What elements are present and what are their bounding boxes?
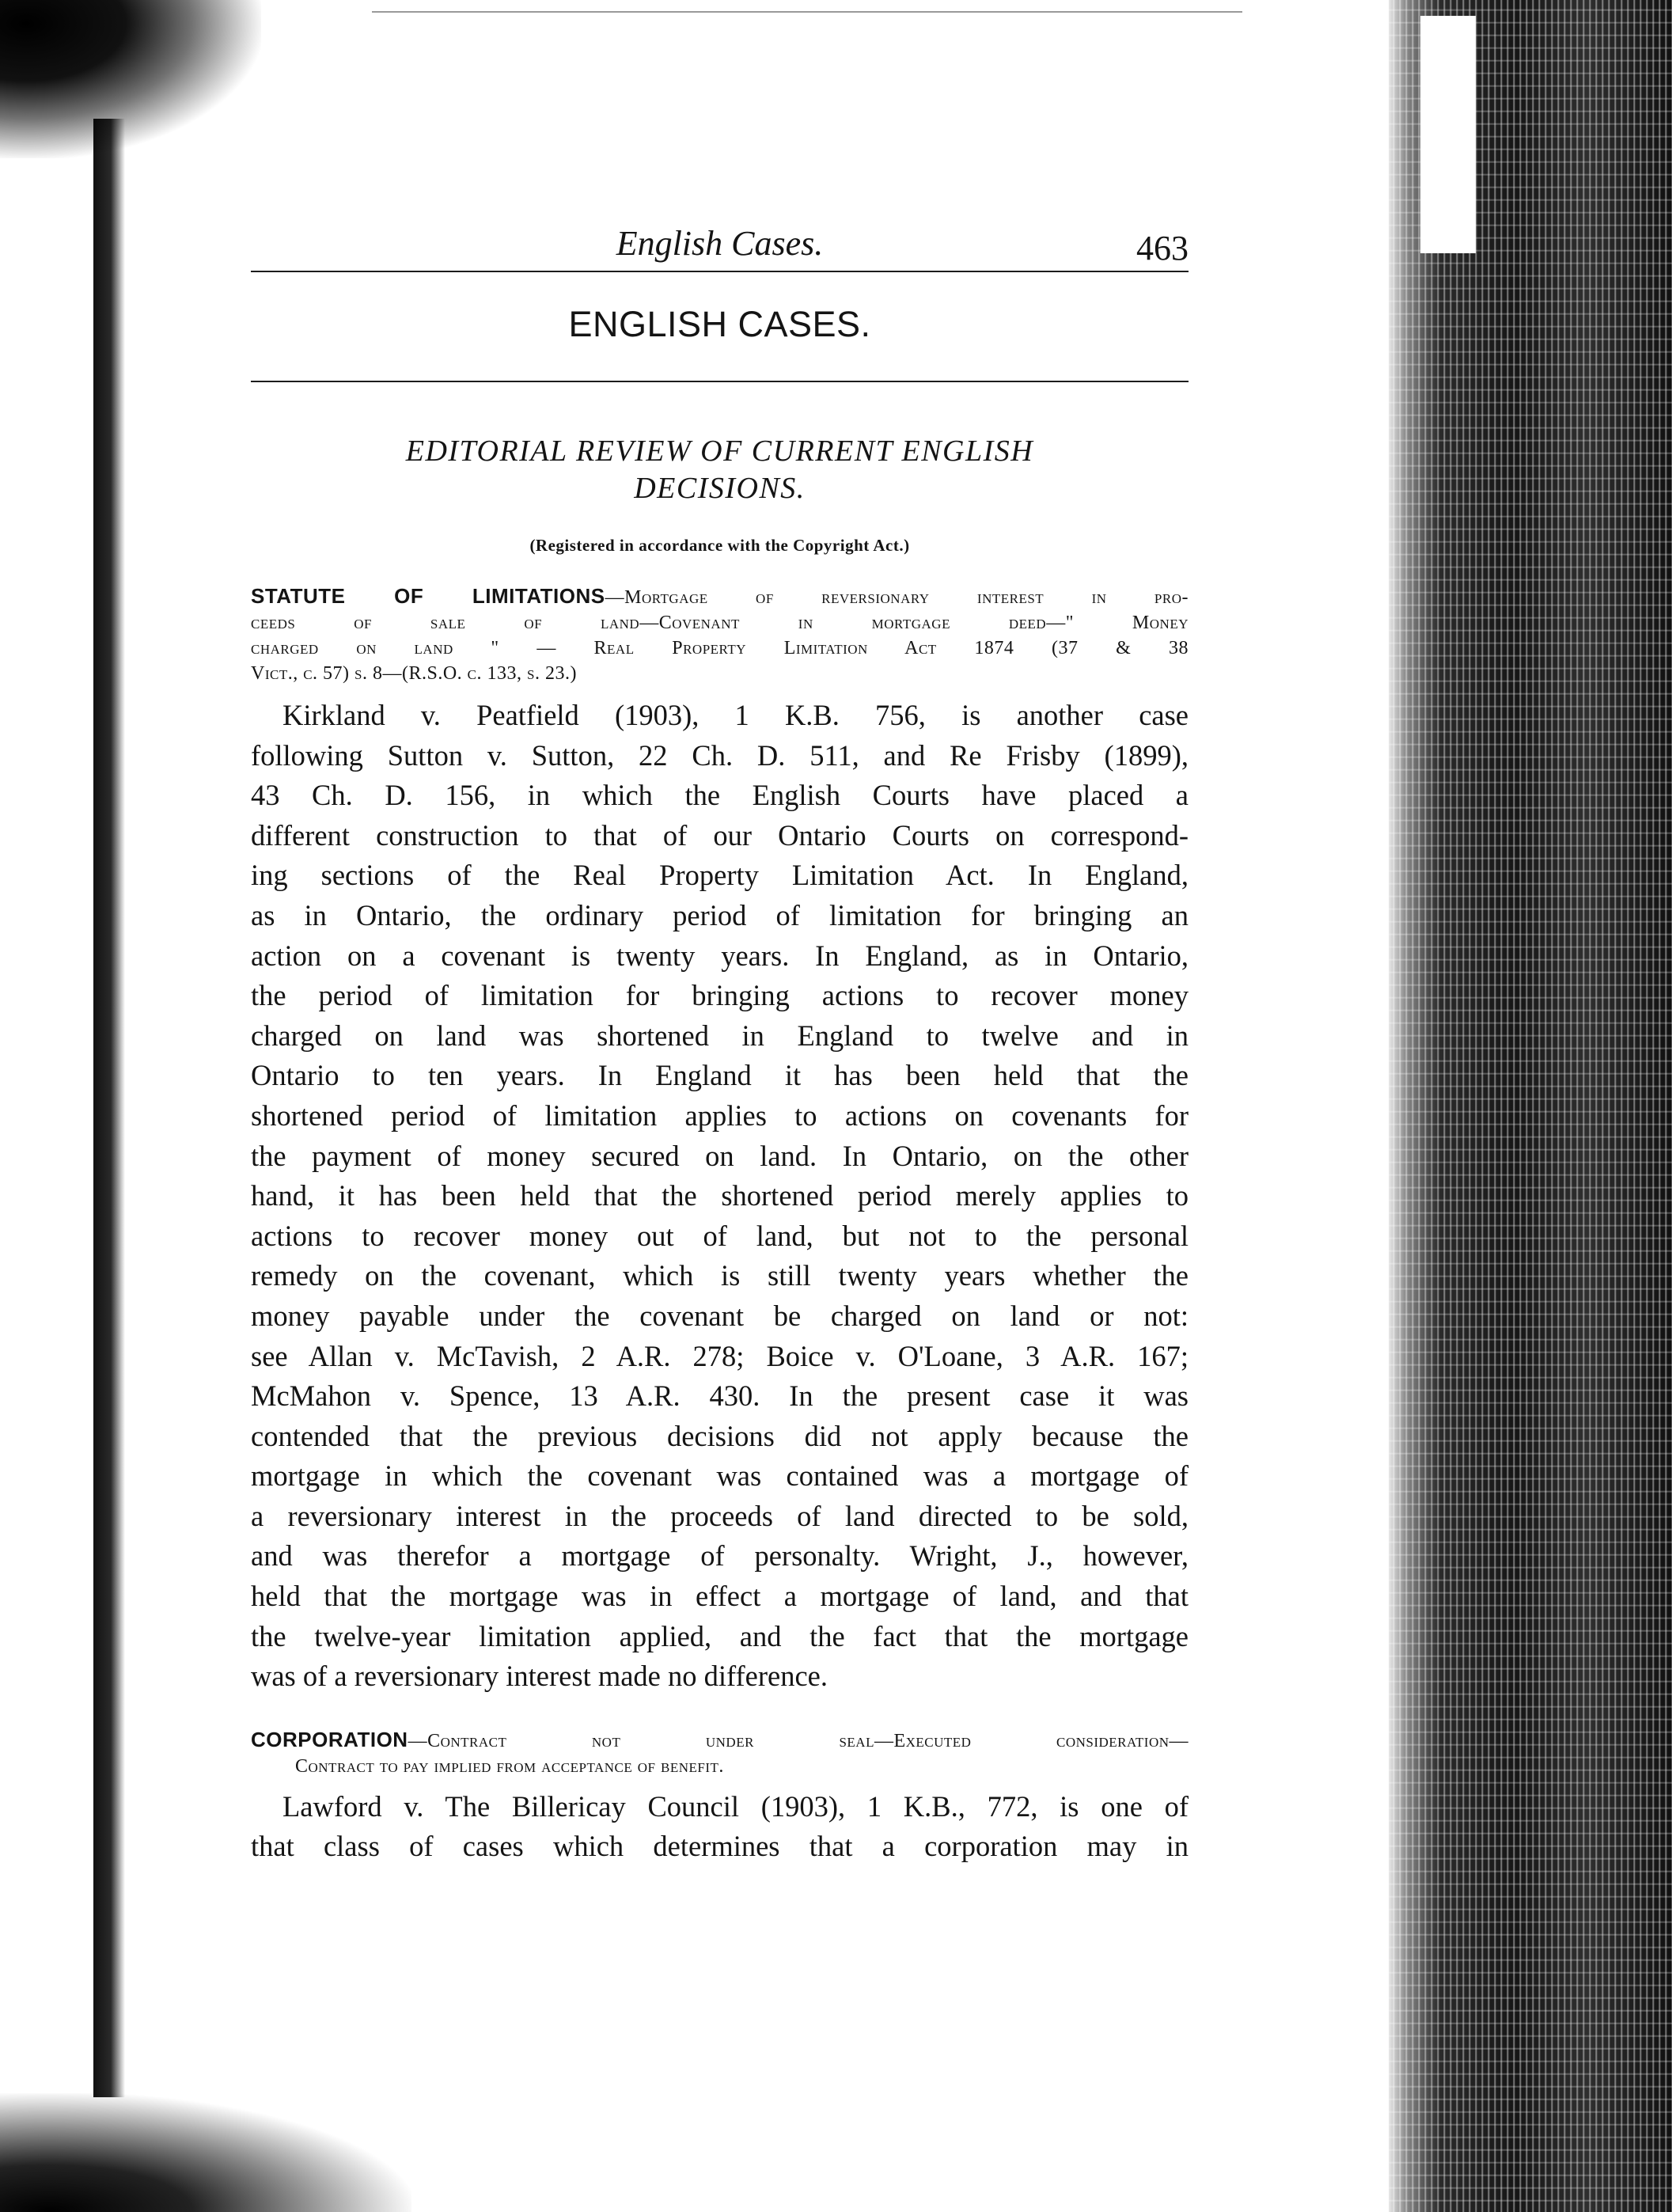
- body-line: hand, it has been held that the shortened period merely applies to: [251, 1179, 1189, 1212]
- body-line: the twelve-year limitation applied, and the fact that the mortgage: [251, 1619, 1189, 1652]
- body-line: a reversionary interest in the proceeds of land directed to be sold,: [251, 1499, 1189, 1532]
- scan-corner-shadow-top: [0, 0, 261, 158]
- headnote-line: [251, 1727, 1189, 1754]
- body-line: held that the mortgage was in effect a mortgage of land, and that: [251, 1580, 1189, 1613]
- review-title-line: DECISIONS.: [634, 472, 806, 505]
- headnote-line: [251, 583, 1189, 610]
- scan-spine-shadow: [0, 0, 138, 2212]
- body-line: ing sections of the Real Property Limitation Act. In England,: [251, 859, 1189, 892]
- body-line: the period of limitation for bringing actions to recover money: [251, 979, 1189, 1012]
- body-line: money payable under the covenant be charged on land or not:: [251, 1299, 1189, 1332]
- body-line: 43 Ch. D. 156, in which the English Courts have placed a: [251, 779, 1189, 812]
- review-title: [251, 433, 1189, 507]
- body-line: different construction to that of our Ontario Courts on correspond-: [251, 818, 1189, 852]
- body-line: Ontario to ten years. In England it has been held that the: [251, 1059, 1189, 1092]
- body-line: mortgage in which the covenant was contained was a mortgage of: [251, 1459, 1189, 1493]
- spine-strip: [93, 119, 125, 2097]
- section-rule: [251, 381, 1189, 382]
- body-line: McMahon v. Spence, 13 A.R. 430. In the present case it was: [251, 1379, 1189, 1413]
- scan-corner-shadow-bottom: [0, 2093, 411, 2212]
- headnote-line: charged on land " — Real Property Limitation Act 1874 (37 & 38: [251, 638, 1189, 658]
- body-line: and was therefor a mortgage of personalty. Wright, J., however,: [251, 1539, 1189, 1573]
- body-line: shortened period of limitation applies to actions on covenants for: [251, 1098, 1189, 1132]
- body-line: that class of cases which determines that a corporation may in: [251, 1830, 1189, 1863]
- page-number: 463: [1136, 229, 1189, 267]
- running-head: [251, 214, 1189, 269]
- body-line: as in Ontario, the ordinary period of limitation for bringing an: [251, 898, 1189, 931]
- book-page: [251, 214, 1189, 1867]
- body-line: action on a covenant is twenty years. In England, as in Ontario,: [251, 939, 1189, 972]
- statute-headnote: [251, 583, 1189, 686]
- headnote-line: Vict., c. 57) s. 8—(R.S.O. c. 133, s. 23.): [251, 663, 577, 684]
- scan-top-line: [372, 11, 1242, 13]
- headnote-keyword: CORPORATION: [251, 1727, 408, 1751]
- headnote-text: —Contract not under seal—Executed consideration—: [408, 1730, 1189, 1751]
- section-title: ENGLISH CASES.: [568, 304, 871, 344]
- headnote-keyword: STATUTE OF LIMITATIONS: [251, 584, 605, 608]
- body-line: charged on land was shortened in England to twelve and in: [251, 1019, 1189, 1052]
- body-line: contended that the previous decisions did not apply because the: [251, 1419, 1189, 1452]
- corporation-body: [251, 1787, 1189, 1867]
- headnote-line: Contract to pay implied from acceptance of benefit.: [295, 1755, 724, 1777]
- running-title: English Cases.: [616, 224, 824, 263]
- body-line: actions to recover money out of land, but not to the personal: [251, 1219, 1189, 1252]
- body-line: Lawford v. The Billericay Council (1903), 1 K.B., 772, is one of: [282, 1789, 1189, 1823]
- headnote-line: ceeds of sale of land—Covenant in mortgage deed—" Money: [251, 613, 1189, 633]
- scan-edge-highlight: [1420, 16, 1476, 253]
- scan-page-edge: [1389, 0, 1672, 2212]
- body-line: see Allan v. McTavish, 2 A.R. 278; Boice v. O'Loane, 3 A.R. 167;: [251, 1339, 1189, 1372]
- body-line: was of a reversionary interest made no difference.: [251, 1660, 828, 1693]
- copyright-notice: (Registered in accordance with the Copyright Act.): [529, 536, 910, 555]
- review-title-line: EDITORIAL REVIEW OF CURRENT ENGLISH: [405, 434, 1034, 468]
- corporation-headnote: [251, 1727, 1189, 1779]
- body-line: following Sutton v. Sutton, 22 Ch. D. 511, and Re Frisby (1899),: [251, 738, 1189, 772]
- header-rule: [251, 271, 1189, 272]
- statute-body: [251, 696, 1189, 1697]
- headnote-text: —Mortgage of reversionary interest in pro-: [605, 587, 1189, 608]
- body-line: remedy on the covenant, which is still twenty years whether the: [251, 1259, 1189, 1292]
- body-line: the payment of money secured on land. In Ontario, on the other: [251, 1139, 1189, 1172]
- body-line: Kirkland v. Peatfield (1903), 1 K.B. 756, is another case: [282, 699, 1189, 731]
